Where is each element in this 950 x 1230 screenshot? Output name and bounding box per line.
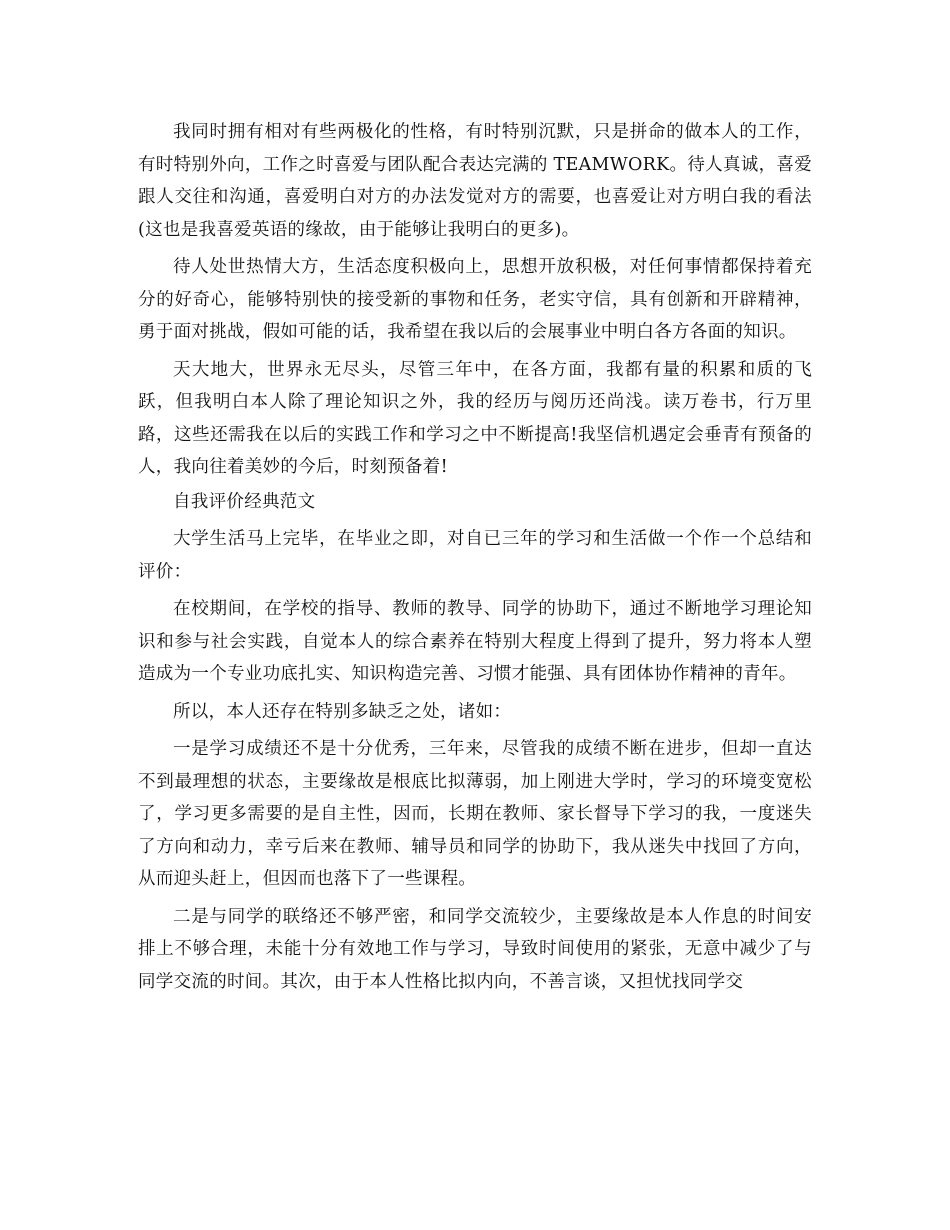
paragraph-intro: 大学生活马上完毕，在毕业之即，对自已三年的学习和生活做一个作一个总结和评价： — [138, 529, 812, 582]
paragraph-personality: 我同时拥有相对有些两极化的性格，有时特别沉默，只是拼命的做本人的工作，有时特别外向，工作之时喜爱与团队配合表达完满的 TEAMWORK。待人真诚，喜爱跟人交往和沟通，喜爱明白对方的办法发觉对方的需要，也喜爱让对方明白我的看法(这也是我喜爱英语的缘故，由于能够让我明白的更多)。 — [138, 122, 812, 240]
paragraph-outlook: 天大地大，世界永无尽头，尽管三年中，在各方面，我都有量的积累和质的飞跃，但我明白本人除了理论知识之外，我的经历与阅历还尚浅。读万卷书，行万里路，这些还需我在以后的实践工作和学习之中不断提高!我坚信机遇定会垂青有预备的人，我向往着美妙的今后，时刻预备着! — [138, 359, 812, 477]
paragraph-school: 在校期间，在学校的指导、教师的教导、同学的协助下，通过不断地学习理论知识和参与社会实践，自觉本人的综合素养在特别大程度上得到了提升，努力将本人塑造成为一个专业功底扎实、知识构造完善、习惯才能强、具有团体协作精神的青年。 — [138, 599, 812, 684]
document-page — [138, 116, 812, 998]
section-heading: 自我评价经典范文 — [173, 491, 316, 512]
paragraph-shortcomings: 所以，本人还存在特别多缺乏之处，诸如： — [173, 701, 512, 722]
paragraph-point-one: 一是学习成绩还不是十分优秀，三年来，尽管我的成绩不断在进步，但却一直达不到最理想的状态，主要缘故是根底比拟薄弱，加上刚进大学时，学习的环境变宽松了，学习更多需要的是自主性，因而，长期在教师、家长督导下学习的我，一度迷失了方向和动力，幸亏后来在教师、辅导员和同学的协助下，我从迷失中找回了方向，从而迎头赶上，但因而也落下了一些课程。 — [138, 739, 812, 889]
paragraph-attitude: 待人处世热情大方，生活态度积极向上，思想开放积极，对任何事情都保持着充分的好奇心，能够特别快的接受新的事物和任务，老实守信，具有创新和开辟精神，勇于面对挑战，假如可能的话，我希望在我以后的会展事业中明白各方各面的知识。 — [138, 257, 812, 342]
paragraph-point-two: 二是与同学的联络还不够严密，和同学交流较少，主要缘故是本人作息的时间安排上不够合理，未能十分有效地工作与学习，导致时间使用的紧张，无意中减少了与同学交流的时间。其次，由于本人性格比拟内向，不善言谈，又担忧找同学交 — [138, 906, 812, 992]
